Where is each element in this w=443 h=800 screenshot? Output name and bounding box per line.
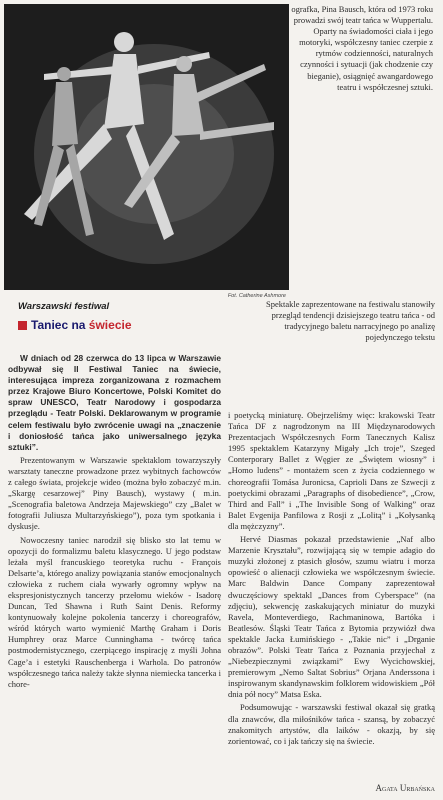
paragraph-left-2: Prezentowanym w Warszawie spektaklom towarzyszyły warsztaty taneczne prowadzone przez wybitnych fachowców z całego świata, projekcje wideo (można było zobaczyć m.in. „Skargę cesarzowej” Piny Bausch), wystawy ( m.in. „Scenografia baletowa Andrzeja Majewskiego” czy „Balet w fotografii Juliusza Multarzyńskiego”), poza tym spotkania i dyskusje. bbox=[8, 454, 221, 532]
title-text bbox=[31, 318, 132, 332]
paragraph-right-3: Podsumowując - warszawski festiwal okazał się gratką dla znawców, dla miłośników tańca - szansą, by zobaczyć znakomitych artystów, dla laików - okazją, by się zorientować, co i jak tańczy się na świecie. bbox=[228, 702, 435, 746]
paragraph-left-3: Nowoczesny taniec narodził się blisko sto lat temu w opozycji do formalizmu baletu klasycznego. U jego podstaw leżała myśl francuskiego teoretyka ruchu - François Delsarte’a, którego analizy powiązania stanów emocjonalnych człowieka z ruchem ciała wywarły ogromny wpływ na ekspresjonistycznych tancerzy przełomu wieków - Isadorę Duncan, Ted Shawna i Ruth Saint Denis. Reformy kontynuowały kolejne pokolenia tancerzy i choreografów, wśród których warto wymienić Marthę Graham i Doris Humphrey oraz Marce Cunninghama - twórcę tańca postmodernistycznego, czerpiącego inspirację z myśli Johna Cage’a i estetyki Rauschenberga i Warhola. Do patronów współczesnego tańca należy także słynna niemiecka tancerka i chore- bbox=[8, 534, 221, 689]
photo-credit: Fot. Catherine Ashmore bbox=[227, 293, 286, 299]
dancers-illustration bbox=[4, 4, 289, 290]
title-part-2: świecie bbox=[88, 318, 132, 332]
paragraph-right-1: i poetycką miniaturę. Obejrzeliśmy więc: krakowski Teatr Tańca DF z nagrodzonym na III Międzynarodowych Prezentacjach Współczesnych Form Tanecznych Kalisz 1995 spektaklem Katarzyny Migały „Ich troje”, Szeged Conterporary Ballet z Węgier ze „Świętem wiosny” i „Homo ludens” - montażem scen z życia codziennego w choreografii Tomása Juronicsa, Caprioli Dans ze Szwecji z poetyckimi obrazami „Paragraphs of disobedience”, „Crow, Third and Fall” i „The Invisible Song of Walking” oraz Balet Evgenija Panfilowa z Rosji z „Lolitą” i „Kołysanką dla mężczyzny”. bbox=[228, 410, 435, 531]
article-title bbox=[18, 318, 132, 332]
paragraph-right-2: Hervé Diasmas pokazał przedstawienie „Naf albo Marzenie Kryształu”, rozwijającą się w tempie adagio do muzyki złożonej z ptasich głosów, szumu wiatru i morza opowieść o alienacji człowieka we współczesnym świecie. Marc Baldwin Dance Company zaprezentował dwuczęściowy spektakl „Dances from Cyberspace” (na zdjęciu), sekwencję zaskakujących miniatur do muzyki Ravela, Monteverdiego, Rachmaninowa, Bartóka i Beatlesów. Śląski Teatr Tańca z Bytomia przywiózł dwa spektakle Jacka Łumińskiego - „Takie nic” i „Drganie obrazów”. Polski Teatr Tańca z Poznania przyjechał z „Niebezpiecznymi związkami” Ewy Wycichowskiej, premierowym „Nemo Saltat Sobrius” Orjana Anderssona i inspirowanym skandynawskim folklorem widowiskiem „Pół dnia pół nocy” Matsa Eska. bbox=[228, 534, 435, 700]
column-right-top bbox=[291, 4, 433, 95]
column-right-mid bbox=[250, 299, 435, 345]
paragraph-right-mid: Spektakle zaprezentowane na festiwalu stanowiły przegląd tendencji dzisiejszego teatru tańca - od tradycyjnego baletu narracyjnego po analizę pojedynczego tekstu bbox=[266, 299, 435, 343]
title-square-icon bbox=[18, 321, 27, 330]
title-part-1: Taniec na bbox=[31, 318, 89, 332]
paragraph-right-top: ografka, Pina Bausch, która od 1973 roku prowadzi swój teatr tańca w Wuppertalu. Oparty na świadomości ciała i jego motoryki, współczesny taniec czerpie z rytmów codzienności, naturalnych czynności i sytuacji (jak chodzenie czy bieganie), osiągnięć awangardowego teatru i współczesnej sztuki. bbox=[291, 4, 433, 92]
column-right bbox=[228, 410, 435, 749]
lead-paragraph: W dniach od 28 czerwca do 13 lipca w Warszawie odbywał się II Festiwal Taniec na świecie, interesująca impreza zorganizowana z rozmachem przez Krajowe Biuro Koncertowe, Polski Komitet do spraw UNESCO, Teatr Narodowy i gospodarza przeglądu - Teatr Polski. Deklarowanym w programie celem festiwalu było zwrócenie uwagi na „znaczenie i doniosłość tańca jako uniwersalnego języka sztuki”. bbox=[8, 353, 221, 452]
author-signature: Agata Urbańska bbox=[375, 783, 435, 793]
dance-photo bbox=[4, 4, 289, 290]
column-left bbox=[8, 353, 221, 692]
section-kicker: Warszawski festiwal bbox=[18, 301, 110, 312]
